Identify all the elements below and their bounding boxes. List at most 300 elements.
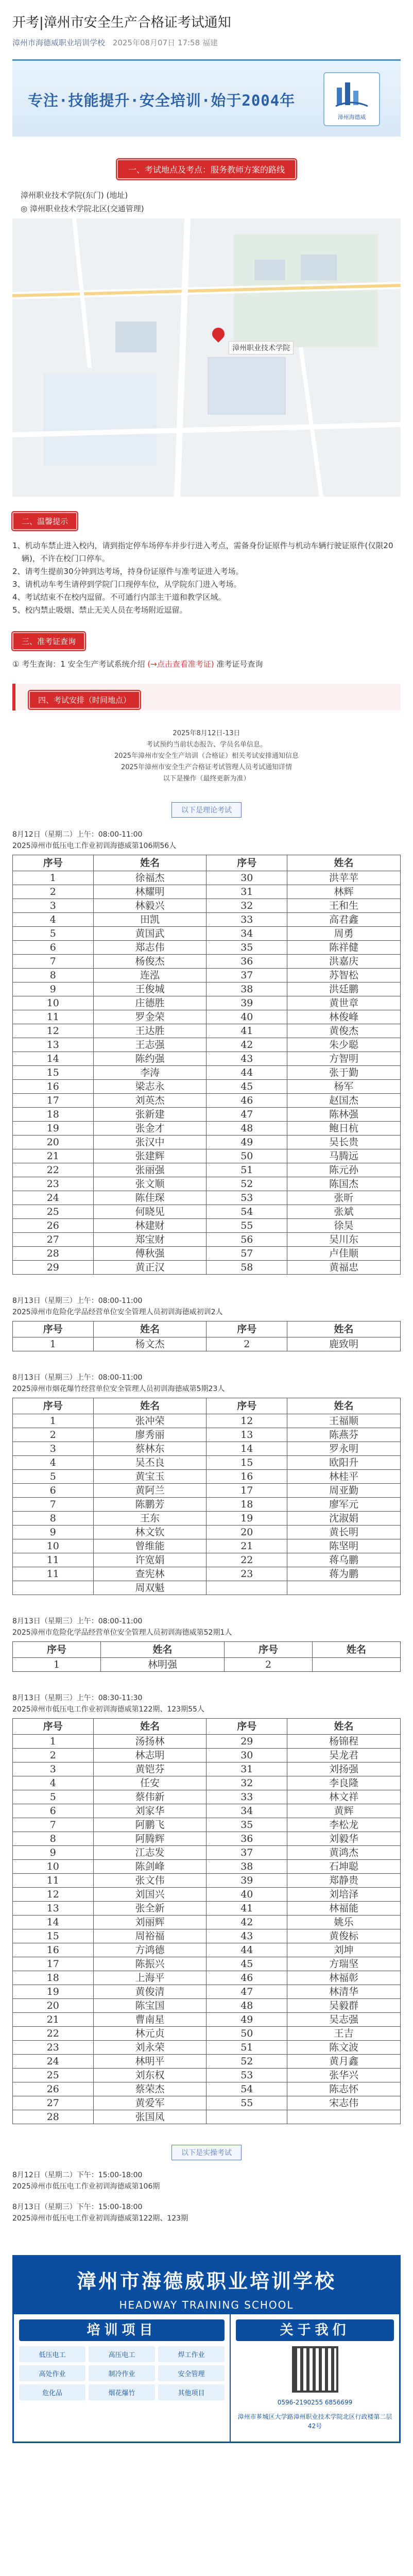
- roster-name-cell: 罗永明: [287, 1442, 401, 1456]
- roster-number-cell: 2: [13, 885, 94, 899]
- table-row: [13, 1985, 401, 1999]
- query-pill: 三、准考证查询: [12, 632, 85, 650]
- roster-name-cell: 黄世章: [287, 996, 401, 1010]
- table-row: [13, 1526, 401, 1539]
- query-link[interactable]: (→点击查看准考证): [147, 659, 214, 669]
- roster-number-cell: 28: [13, 2110, 94, 2124]
- table-row: [13, 899, 401, 913]
- roster-name-cell: 苏智松: [287, 969, 401, 982]
- roster-number-cell: 34: [206, 1804, 287, 1818]
- table-row: [13, 1957, 401, 1971]
- roster-number-cell: 7: [13, 1498, 94, 1512]
- practical-exam-caption: [12, 2145, 401, 2160]
- notice-line: 以下是操作（最终更新为准）: [163, 775, 250, 783]
- roster-name-cell: 鲍日杭: [287, 1122, 401, 1136]
- roster-name-cell: 廖军元: [287, 1498, 401, 1512]
- roster-name-cell: 连泓: [93, 969, 206, 982]
- roster-name-cell: 王福顺: [287, 1414, 401, 1428]
- roster-number-cell: 7: [13, 955, 94, 969]
- roster-name-cell: 廖秀丽: [93, 1428, 206, 1442]
- roster-name-cell: 傅秋强: [93, 1247, 206, 1261]
- logo-emblem-icon: [334, 78, 370, 109]
- roster-number-cell: 27: [13, 1233, 94, 1247]
- roster-name-cell: 陈文波: [287, 2041, 401, 2055]
- roster-name-cell: 方瑞坚: [287, 1957, 401, 1971]
- map-school-label: 漳州职业技术学院: [229, 341, 294, 354]
- table-row: [13, 1038, 401, 1052]
- roster-name-cell: 阿鹏飞: [93, 1818, 206, 1832]
- roster-number-cell: 22: [13, 2027, 94, 2041]
- account-name-link[interactable]: 漳州市海德威职业培训学校: [12, 38, 106, 47]
- course-item: 烟花爆竹: [89, 2384, 155, 2400]
- arrange-pill: 四、考试安排（时间地点）: [29, 691, 140, 709]
- roster-name-cell: 江志发: [93, 1846, 206, 1860]
- roster-number-cell: 15: [13, 1929, 94, 1943]
- roster-name-cell: 洪苹苹: [287, 871, 401, 885]
- roster-name-cell: 石坤聪: [287, 1860, 401, 1874]
- table-row: [13, 941, 401, 955]
- roster-number-cell: 38: [206, 1860, 287, 1874]
- roster-number-cell: 1: [13, 1337, 94, 1351]
- practical-session: [12, 2170, 401, 2192]
- table-row: [13, 1735, 401, 1749]
- roster-number-cell: 4: [13, 1776, 94, 1790]
- roster-name-cell: 张斌: [287, 1205, 401, 1219]
- roster-number-cell: 12: [206, 1414, 287, 1428]
- table-row: [13, 1010, 401, 1024]
- roster-number-cell: 9: [13, 1846, 94, 1860]
- roster-number-cell: [13, 1581, 94, 1595]
- roster-number-cell: 46: [206, 1971, 287, 1985]
- table-row: [13, 1539, 401, 1553]
- table-row: [13, 1337, 401, 1351]
- roster-name-cell: 林明平: [93, 2055, 206, 2069]
- roster-name-cell: 鹿致明: [287, 1337, 401, 1351]
- roster-number-cell: 44: [206, 1066, 287, 1080]
- roster-table: [12, 1321, 401, 1351]
- table-row: [13, 2055, 401, 2069]
- session-desc: 2025漳州市危险化学品经营单位安全管理人员初训海德威第52期1人: [12, 1629, 232, 1637]
- roster-name-cell: 赵国杰: [287, 1094, 401, 1108]
- roster-name-cell: 陈林强: [287, 1108, 401, 1122]
- exam-sessions: [12, 829, 401, 2124]
- roster-name-cell: 陈祥健: [287, 941, 401, 955]
- contact-address: 漳州市芗城区大学路漳州职业技术学院北区行政楼第二层42号: [237, 2413, 392, 2430]
- roster-name-cell: 黄俊清: [93, 1985, 206, 1999]
- roster-number-cell: 20: [13, 1136, 94, 1149]
- table-row: [13, 871, 401, 885]
- roster-column-header: 序号: [225, 1642, 313, 1658]
- roster-table: [12, 1718, 401, 2124]
- roster-name-cell: [287, 2110, 401, 2124]
- roster-number-cell: 50: [206, 1149, 287, 1163]
- roster-name-cell: 黄福忠: [287, 1261, 401, 1275]
- table-row: [13, 2013, 401, 2027]
- notes-list: [12, 539, 401, 617]
- roster-table: [12, 1398, 401, 1595]
- roster-name-cell: 郑静贵: [287, 1874, 401, 1888]
- table-row: [13, 1929, 401, 1943]
- table-row: [13, 1888, 401, 1902]
- roster-name-cell: 林元贞: [93, 2027, 206, 2041]
- table-row: [13, 1790, 401, 1804]
- exam-session: [12, 829, 401, 1275]
- session-date: 8月13日（星期三）上午：08:00-11:00: [12, 1374, 143, 1382]
- roster-name-cell: 林俊峰: [287, 1010, 401, 1024]
- roster-number-cell: 33: [206, 913, 287, 927]
- roster-number-cell: 18: [13, 1971, 94, 1985]
- roster-number-cell: 13: [13, 1038, 94, 1052]
- roster-name-cell: 黄铠芬: [93, 1762, 206, 1776]
- roster-name-cell: 张华兴: [287, 2069, 401, 2082]
- location-section-header: [12, 159, 401, 179]
- roster-column-header: 姓名: [93, 1398, 206, 1414]
- roster-name-cell: 周双魁: [93, 1581, 206, 1595]
- roster-number-cell: 51: [206, 1163, 287, 1177]
- table-row: [13, 1052, 401, 1066]
- location-line: ◎ 漳州职业技术学院北区(交通管理): [21, 204, 144, 213]
- roster-number-cell: 37: [206, 969, 287, 982]
- roster-number-cell: 16: [13, 1943, 94, 1957]
- roster-number-cell: 22: [13, 1163, 94, 1177]
- table-row: [13, 1442, 401, 1456]
- practical-date: 8月12日（星期二）下午：15:00-18:00: [12, 2171, 143, 2179]
- notice-line: 2025年漳州市安全生产培训（合格证）相关考试安排通知信息: [114, 752, 299, 760]
- roster-name-cell: 汤扬林: [93, 1735, 206, 1749]
- roster-number-cell: 6: [13, 1484, 94, 1498]
- table-row: [13, 1971, 401, 1985]
- roster-number-cell: [206, 1581, 287, 1595]
- roster-name-cell: 杨军: [287, 1080, 401, 1094]
- roster-number-cell: 47: [206, 1985, 287, 1999]
- roster-name-cell: 刘丽辉: [93, 1916, 206, 1929]
- roster-column-header: 姓名: [93, 855, 206, 871]
- roster-number-cell: 55: [206, 2096, 287, 2110]
- roster-number-cell: 12: [13, 1888, 94, 1902]
- roster-name-cell: 刘英杰: [93, 1094, 206, 1108]
- roster-number-cell: 20: [206, 1526, 287, 1539]
- roster-number-cell: 19: [206, 1512, 287, 1526]
- roster-name-cell: 吴毅群: [287, 1999, 401, 2013]
- map-graphic: [12, 218, 401, 497]
- roster-name-cell: 张全新: [93, 1902, 206, 1916]
- roster-column-header: 姓名: [287, 1719, 401, 1735]
- roster-number-cell: 48: [206, 1999, 287, 2013]
- roster-number-cell: 15: [13, 1066, 94, 1080]
- roster-number-cell: 29: [13, 1261, 94, 1275]
- roster-number-cell: 11: [13, 1553, 94, 1567]
- practical-date: 8月13日（星期三）下午：15:00-18:00: [12, 2203, 143, 2211]
- notice-line: 2025年8月12日-13日: [173, 730, 240, 737]
- roster-name-cell: 黄俊标: [287, 1929, 401, 1943]
- query-suffix: 准考证号查询: [216, 659, 263, 669]
- article-meta: [12, 37, 401, 48]
- roster-number-cell: 11: [13, 1874, 94, 1888]
- roster-name-cell: 李松龙: [287, 1818, 401, 1832]
- roster-name-cell: 上海平: [93, 1971, 206, 1985]
- roster-name-cell: 沈淑娟: [287, 1512, 401, 1526]
- practical-exam-caption-label: 以下是实操考试: [171, 2145, 242, 2160]
- table-row: [13, 2069, 401, 2082]
- roster-number-cell: 4: [13, 1456, 94, 1470]
- roster-number-cell: 56: [206, 1233, 287, 1247]
- arrange-banner: [12, 684, 401, 710]
- roster-number-cell: 15: [206, 1456, 287, 1470]
- roster-name-cell: 陈燕芬: [287, 1428, 401, 1442]
- note-item: 5、校内禁止吸烟、禁止无关人员在考场附近逗留。: [12, 605, 187, 615]
- roster-column-header: 序号: [206, 1398, 287, 1414]
- roster-name-cell: 林毅兴: [93, 899, 206, 913]
- table-row: [13, 1024, 401, 1038]
- roster-number-cell: 46: [206, 1094, 287, 1108]
- roster-number-cell: 54: [206, 1205, 287, 1219]
- roster-number-cell: 8: [13, 969, 94, 982]
- notes-pill: 二、温馨提示: [12, 512, 77, 530]
- roster-number-cell: 45: [206, 1080, 287, 1094]
- roster-number-cell: 32: [206, 1776, 287, 1790]
- roster-name-cell: 黄爱军: [93, 2096, 206, 2110]
- roster-column-header: 序号: [206, 1321, 287, 1337]
- roster-name-cell: 杨文杰: [93, 1337, 206, 1351]
- publish-date: 2025年08月07日 17:58: [112, 38, 200, 47]
- roster-name-cell: 张昕: [287, 1191, 401, 1205]
- exam-session: [12, 1616, 401, 1672]
- session-desc: 2025漳州市危险化学品经营单位安全管理人员初训海德威初训2人: [12, 1308, 223, 1316]
- roster-name-cell: 张文伟: [93, 1874, 206, 1888]
- roster-name-cell: 黄鸿杰: [287, 1846, 401, 1860]
- theory-exam-caption-label: 以下是理论考试: [171, 802, 242, 818]
- contact-phone: 0596-2190255 6856699: [277, 2399, 353, 2406]
- table-row: [13, 996, 401, 1010]
- roster-header-row: [13, 1321, 401, 1337]
- roster-name-cell: 张建辉: [93, 1149, 206, 1163]
- publish-location: 福建: [202, 38, 218, 47]
- roster-number-cell: 17: [13, 1957, 94, 1971]
- roster-number-cell: 25: [13, 1205, 94, 1219]
- course-item: 危化品: [19, 2384, 85, 2400]
- table-row: [13, 1163, 401, 1177]
- school-ad-header: [12, 2255, 401, 2314]
- roster-column-header: 姓名: [287, 855, 401, 871]
- roster-name-cell: 高君鑫: [287, 913, 401, 927]
- roster-number-cell: 53: [206, 2069, 287, 2082]
- table-row: [13, 1094, 401, 1108]
- roster-name-cell: 吴志强: [287, 2013, 401, 2027]
- roster-name-cell: 林志明: [93, 1749, 206, 1762]
- table-row: [13, 1484, 401, 1498]
- roster-number-cell: 1: [13, 1414, 94, 1428]
- course-grid: [19, 2346, 225, 2400]
- roster-number-cell: 10: [13, 996, 94, 1010]
- roster-name-cell: 张汉中: [93, 1136, 206, 1149]
- exam-session: [12, 1692, 401, 2124]
- roster-number-cell: 24: [13, 1191, 94, 1205]
- roster-number-cell: 49: [206, 2013, 287, 2027]
- roster-number-cell: 27: [13, 2096, 94, 2110]
- school-logo: [323, 72, 380, 126]
- roster-name-cell: 李涛: [93, 1066, 206, 1080]
- courses-panel: [14, 2314, 230, 2442]
- roster-name-cell: 罗金荣: [93, 1010, 206, 1024]
- roster-name-cell: 刘东权: [93, 2069, 206, 2082]
- roster-name-cell: 王达胜: [93, 1024, 206, 1038]
- table-row: [13, 1749, 401, 1762]
- roster-header-row: [13, 855, 401, 871]
- practical-desc: 2025漳州市低压电工作业初训海德威第106期: [12, 2182, 160, 2191]
- table-row: [13, 1191, 401, 1205]
- roster-header-row: [13, 1642, 401, 1658]
- roster-column-header: 姓名: [100, 1642, 224, 1658]
- roster-table: [12, 1641, 401, 1672]
- table-row: [13, 1205, 401, 1219]
- table-row: [13, 1470, 401, 1484]
- roster-name-cell: 马腾远: [287, 1149, 401, 1163]
- course-item: 安全管理: [158, 2365, 225, 2381]
- roster-number-cell: 48: [206, 1122, 287, 1136]
- roster-name-cell: 刘国兴: [93, 1888, 206, 1902]
- practical-session: [12, 2201, 401, 2224]
- roster-name-cell: 方鸿德: [93, 1943, 206, 1957]
- roster-table: [12, 855, 401, 1275]
- roster-number-cell: 17: [13, 1094, 94, 1108]
- roster-column-header: 姓名: [93, 1321, 206, 1337]
- session-desc: 2025漳州市烟花爆竹经营单位安全管理人员初训海德威第5期23人: [12, 1385, 225, 1393]
- roster-number-cell: 11: [13, 1567, 94, 1581]
- table-row: [13, 1080, 401, 1094]
- roster-name-cell: 陈国杰: [287, 1177, 401, 1191]
- header-banner: [12, 59, 401, 137]
- roster-number-cell: 38: [206, 982, 287, 996]
- roster-name-cell: 张冲荣: [93, 1414, 206, 1428]
- exam-session: [12, 1295, 401, 1351]
- table-row: [13, 1804, 401, 1818]
- roster-name-cell: 周亚勤: [287, 1484, 401, 1498]
- table-row: [13, 1066, 401, 1080]
- table-row: [13, 1456, 401, 1470]
- roster-number-cell: 43: [206, 1929, 287, 1943]
- roster-number-cell: 6: [13, 941, 94, 955]
- roster-number-cell: 23: [206, 1567, 287, 1581]
- course-item: 低压电工: [19, 2346, 85, 2362]
- roster-name-cell: 蒋为鹏: [287, 1567, 401, 1581]
- roster-name-cell: 方智明: [287, 1052, 401, 1066]
- roster-number-cell: 23: [13, 1177, 94, 1191]
- roster-name-cell: 黄俊杰: [287, 1024, 401, 1038]
- roster-name-cell: 吴川东: [287, 1233, 401, 1247]
- roster-name-cell: 徐福杰: [93, 871, 206, 885]
- roster-number-cell: 8: [13, 1832, 94, 1846]
- roster-number-cell: 30: [206, 871, 287, 885]
- roster-name-cell: 洪嘉庆: [287, 955, 401, 969]
- roster-column-header: 姓名: [287, 1321, 401, 1337]
- session-date: 8月13日（星期三）上午：08:30-11:30: [12, 1694, 143, 1702]
- roster-number-cell: 5: [13, 927, 94, 941]
- roster-name-cell: 刘毅华: [287, 1832, 401, 1846]
- roster-number-cell: 26: [13, 1219, 94, 1233]
- table-row: [13, 1498, 401, 1512]
- roster-name-cell: 陈剑峰: [93, 1860, 206, 1874]
- roster-number-cell: 16: [13, 1080, 94, 1094]
- table-row: [13, 969, 401, 982]
- about-panel: [230, 2314, 399, 2442]
- roster-number-cell: 11: [13, 1010, 94, 1024]
- roster-number-cell: 16: [206, 1470, 287, 1484]
- exam-session: [12, 1372, 401, 1595]
- roster-number-cell: 18: [206, 1498, 287, 1512]
- roster-number-cell: 41: [206, 1902, 287, 1916]
- table-row: [13, 1581, 401, 1595]
- roster-number-cell: 55: [206, 1219, 287, 1233]
- roster-number-cell: 37: [206, 1846, 287, 1860]
- roster-number-cell: 42: [206, 1916, 287, 1929]
- roster-name-cell: 刘永荣: [93, 2041, 206, 2055]
- notice-line: 2025年漳州市安全生产合格证考试管理人员考试通知详情: [121, 764, 292, 771]
- roster-name-cell: 曹南星: [93, 2013, 206, 2027]
- roster-name-cell: 郑志伟: [93, 941, 206, 955]
- roster-name-cell: 林清华: [287, 1985, 401, 1999]
- table-row: [13, 1943, 401, 1957]
- roster-number-cell: 9: [13, 982, 94, 996]
- roster-name-cell: 杨俊杰: [93, 955, 206, 969]
- roster-number-cell: 24: [13, 2055, 94, 2069]
- roster-number-cell: 8: [13, 1512, 94, 1526]
- table-row: [13, 2027, 401, 2041]
- campus-map[interactable]: [12, 218, 401, 497]
- roster-number-cell: 9: [13, 1526, 94, 1539]
- roster-number-cell: 54: [206, 2082, 287, 2096]
- table-row: [13, 913, 401, 927]
- roster-name-cell: 张丽强: [93, 1163, 206, 1177]
- roster-name-cell: 黄宝玉: [93, 1470, 206, 1484]
- table-row: [13, 927, 401, 941]
- roster-number-cell: 32: [206, 899, 287, 913]
- table-row: [13, 1136, 401, 1149]
- roster-column-header: 序号: [206, 1719, 287, 1735]
- table-row: [13, 1512, 401, 1526]
- roster-number-cell: 41: [206, 1024, 287, 1038]
- roster-name-cell: 张金才: [93, 1122, 206, 1136]
- roster-name-cell: 徐昊: [287, 1219, 401, 1233]
- roster-number-cell: 18: [13, 1108, 94, 1122]
- roster-name-cell: 陈坚明: [287, 1539, 401, 1553]
- roster-number-cell: 47: [206, 1108, 287, 1122]
- roster-number-cell: 7: [13, 1818, 94, 1832]
- roster-name-cell: 王和生: [287, 899, 401, 913]
- table-row: [13, 1874, 401, 1888]
- roster-name-cell: 欧阳升: [287, 1456, 401, 1470]
- session-desc: 2025漳州市低压电工作业初训海德威第106期56人: [12, 842, 177, 850]
- roster-number-cell: 49: [206, 1136, 287, 1149]
- table-row: [13, 1219, 401, 1233]
- roster-name-cell: 林福能: [287, 1902, 401, 1916]
- table-row: [13, 1177, 401, 1191]
- roster-name-cell: 林桂平: [287, 1470, 401, 1484]
- roster-number-cell: 14: [13, 1916, 94, 1929]
- session-desc: 2025漳州市低压电工作业初训海德威第122期、123期55人: [12, 1705, 204, 1714]
- roster-name-cell: [287, 1581, 401, 1595]
- roster-name-cell: 张于勤: [287, 1066, 401, 1080]
- school-ad-name: 漳州市海德威职业培训学校: [76, 2270, 336, 2293]
- roster-name-cell: 王俊城: [93, 982, 206, 996]
- roster-name-cell: 蔡伟新: [93, 1790, 206, 1804]
- notes-section-header: [12, 512, 401, 530]
- roster-name-cell: 黄国武: [93, 927, 206, 941]
- roster-name-cell: 王志强: [93, 1038, 206, 1052]
- roster-number-cell: 39: [206, 1874, 287, 1888]
- roster-name-cell: 陈志怀: [287, 2082, 401, 2096]
- roster-number-cell: 2: [206, 1337, 287, 1351]
- roster-number-cell: 52: [206, 2055, 287, 2069]
